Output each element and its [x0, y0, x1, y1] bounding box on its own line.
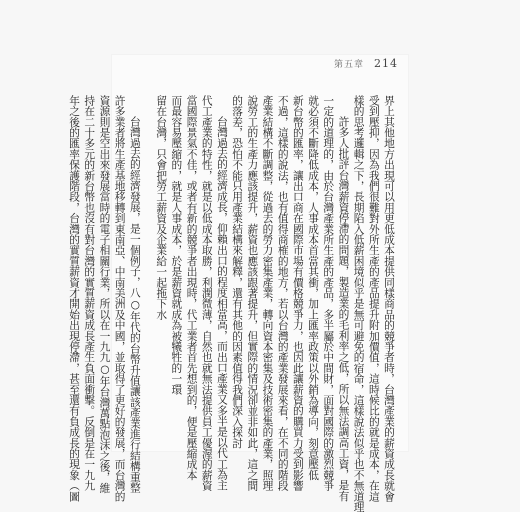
text-column: 界上其他地方出現可以用更低成本提供同樣商品的競爭者時，台灣產業的薪資成長就會 [383, 95, 396, 502]
running-header [334, 57, 398, 70]
text-column: 的落差，恐怕不能只用產業結構來解釋，還有其他的因素值得我們深入探討 [231, 95, 245, 449]
text-column: 台灣過去的經濟成長，仰賴出口的程度相當高，而出口產業又多半是以代工為主 [215, 116, 229, 491]
text-column: 說勞工的生產力應該提升，薪資也應該跟著提升，但實際的情況卻並非如此，這之間 [246, 95, 260, 491]
text-column: 受到壓抑，因為我們很難對外所生產的產品提升附加價值，這時候比的就是成本，在這 [367, 95, 381, 502]
text-column: 一定的道理的，由於台灣產業所生產的產品，多半屬於中間財，面對國際的激烈競爭 [322, 95, 336, 491]
text-column: 當國際景氣不佳，或者有新的競爭者出現時，代工業者首先想到的，便是壓縮成本 [185, 95, 199, 481]
body-text [67, 95, 396, 512]
text-column: 就必須不斷降低成本，人事成本首當其衝，加上匯率政策以外銷為導向，刻意壓低 [307, 95, 321, 481]
text-column: 不過，這樣的說法，也有值得商榷的地方，若以台灣的產業發展來看，在不同的階段 [276, 95, 290, 491]
text-column: 許多人批評台灣薪資停滯的問題，製造業的毛利率之低，所以無法調高工資，是有 [337, 116, 351, 502]
text-column: 年之後的匯率保護階段，台灣的實質薪資才開始出現停滯，甚至還有負成長的現象（圖 [68, 95, 82, 502]
text-column: 持在二十多元的新台幣也沒有對台灣的實質薪資成長產生負面衝擊。反倒是在一九九 [83, 95, 97, 491]
page-number: 214 [374, 57, 398, 70]
paragraph-gap [143, 95, 151, 465]
text-column: 產業結構不斷調整，從過去的勞力密集產業，轉向資本密集及技術密集的產業，照理 [261, 95, 275, 491]
text-column: 新台幣的匯率，讓出口商在國際市場有價格競爭力，也因此讓薪資的購買力受到影響 [291, 95, 305, 491]
text-column: 樣的思考邏輯之下，長期陷入低薪困境似乎是無可避免的宿命，這樣說法似乎也不無道理 [352, 95, 366, 512]
text-column: 代工產業的特性，就是以低成本取勝，利潤微薄，自然也就無法提供員工優渥的薪資 [200, 95, 214, 491]
text-column: 資源則是空出來發展當時的電子相關行業，所以在一九九○年台灣萬點泡沫之後，維 [98, 95, 112, 494]
text-column: 台灣過去的經濟發展，是一個例子，八○年代的台幣升值讓該產業進行結構重整 [128, 116, 142, 493]
text-column: 留在台灣，只會把勞工薪資及企業給一起拖下水 [155, 95, 169, 320]
section-title: 第五章 [333, 60, 364, 70]
text-column: 許多業者將生產基地移轉到東南亞、中南美洲及中國，並取得了更好的發展，而台灣的 [113, 95, 127, 502]
book-page [68, 55, 408, 512]
text-column: 而最容易壓縮的，就是人事成本，於是薪資就成為被犧牲的一環 [170, 95, 184, 395]
